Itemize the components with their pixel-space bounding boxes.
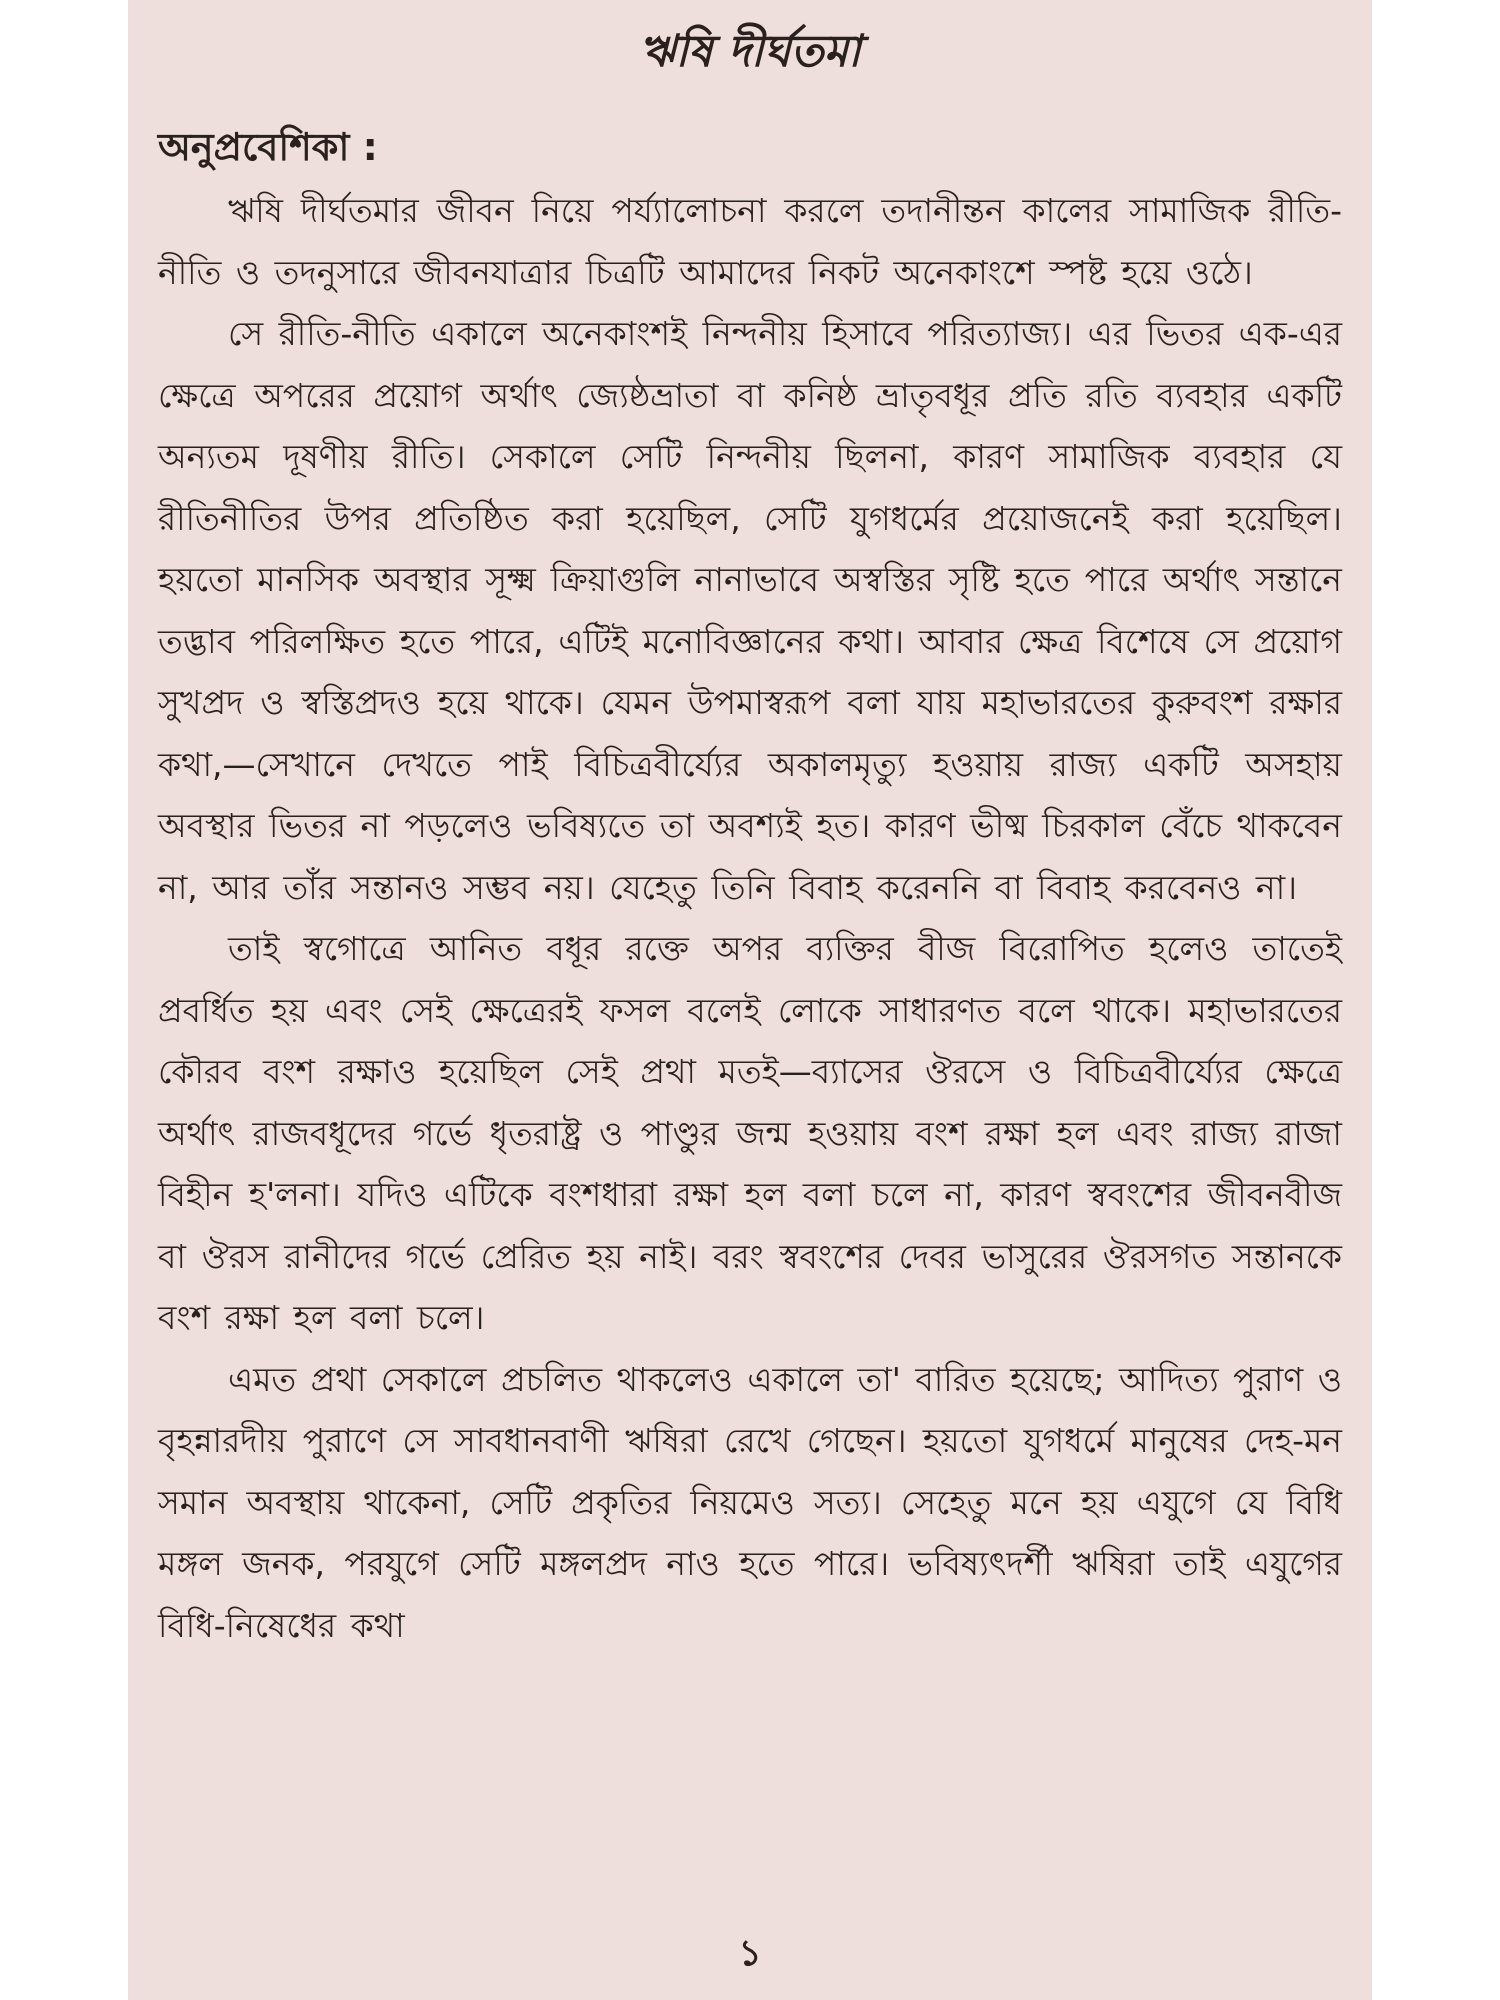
section-heading: অনুপ্রবেশিকা : bbox=[158, 125, 378, 169]
page-number: ১ bbox=[738, 1933, 762, 1974]
page-title: ঋষি দীর্ঘতমা bbox=[639, 26, 861, 77]
paragraph-4: এমত প্রথা সেকালে প্রচলিত থাকলেও একালে তা' বারিত হয়েছে; আদিত্য পুরাণ ও বৃহন্নারদীয় পুরাণে সে সাবধানবাণী ঋষিরা রেখে গেছেন। হয়তো যুগধর্মে মানুষের দেহ-মন সমান অবস্থায় থাকেনা, সেটি প্রকৃতির নিয়মেও সত্য। সেহেতু মনে হয় এযুগে যে বিধি মঙ্গল জনক, পরযুগে সেটি মঙ্গলপ্রদ নাও হতে পারে। ভবিষ্যৎদর্শী ঋষিরা তাই এযুগের বিধি-নিষেধের কথা bbox=[158, 1359, 1342, 1645]
paragraph-1: ঋষি দীর্ঘতমার জীবন নিয়ে পর্য্যালোচনা করলে তদানীন্তন কালের সামাজিক রীতি-নীতি ও তদনুসারে জীবনযাত্রার চিত্রটি আমাদের নিকট অনেকাংশে স্পষ্ট হয়ে ওঠে। bbox=[158, 191, 1342, 292]
document-page bbox=[128, 0, 1372, 2000]
paragraph-2: সে রীতি-নীতি একালে অনেকাংশই নিন্দনীয় হিসাবে পরিত্যাজ্য। এর ভিতর এক-এর ক্ষেত্রে অপরের প্রয়োগ অর্থাৎ জ্যেষ্ঠভ্রাতা বা কনিষ্ঠ ভ্রাতৃবধূর প্রতি রতি ব্যবহার একটি অন্যতম দূষণীয় রীতি। সেকালে সেটি নিন্দনীয় ছিলনা, কারণ সামাজিক ব্যবহার যে রীতিনীতির উপর প্রতিষ্ঠিত করা হয়েছিল, সেটি যুগধর্মের প্রয়োজনেই করা হয়েছিল। হয়তো মানসিক অবস্থার সূক্ষ্ম ক্রিয়াগুলি নানাভাবে অস্বস্তির সৃষ্টি হতে পারে অর্থাৎ সন্তানে তদ্ভাব পরিলক্ষিত হতে পারে, এটিই মনোবিজ্ঞানের কথা। আবার ক্ষেত্র বিশেষে সে প্রয়োগ সুখপ্রদ ও স্বস্তিপ্রদও হয়ে থাকে। যেমন উপমাস্বরূপ বলা যায় মহাভারতের কুরুবংশ রক্ষার কথা,—সেখানে দেখতে পাই বিচিত্রবীর্য্যের অকালমৃত্যু হওয়ায় রাজ্য একটি অসহায় অবস্থার ভিতর না পড়লেও ভবিষ্যতে তা অবশ্যই হত। কারণ ভীষ্ম চিরকাল বেঁচে থাকবেন না, আর তাঁর সন্তানও সম্ভব নয়। যেহেতু তিনি বিবাহ করেননি বা বিবাহ করবেনও না। bbox=[158, 314, 1342, 907]
paragraph-3: তাই স্বগোত্রে আনিত বধূর রক্তে অপর ব্যক্তির বীজ বিরোপিত হলেও তাতেই প্রবর্ধিত হয় এবং সেই ক্ষেত্রেরই ফসল বলেই লোকে সাধারণত বলে থাকে। মহাভারতের কৌরব বংশ রক্ষাও হয়েছিল সেই প্রথা মতই—ব্যাসের ঔরসে ও বিচিত্রবীর্য্যের ক্ষেত্রে অর্থাৎ রাজবধূদের গর্ভে ধৃতরাষ্ট্র ও পাণ্ডুর জন্ম হওয়ায় বংশ রক্ষা হল এবং রাজ্য রাজা বিহীন হ'লনা। যদিও এটিকে বংশধারা রক্ষা হল বলা চলে না, কারণ স্ববংশের জীবনবীজ বা ঔরস রানীদের গর্ভে প্রেরিত হয় নাই। বরং স্ববংশের দেবর ভাসুরের ঔরসগত সন্তানকে বংশ রক্ষা হল বলা চলে। bbox=[158, 929, 1342, 1337]
